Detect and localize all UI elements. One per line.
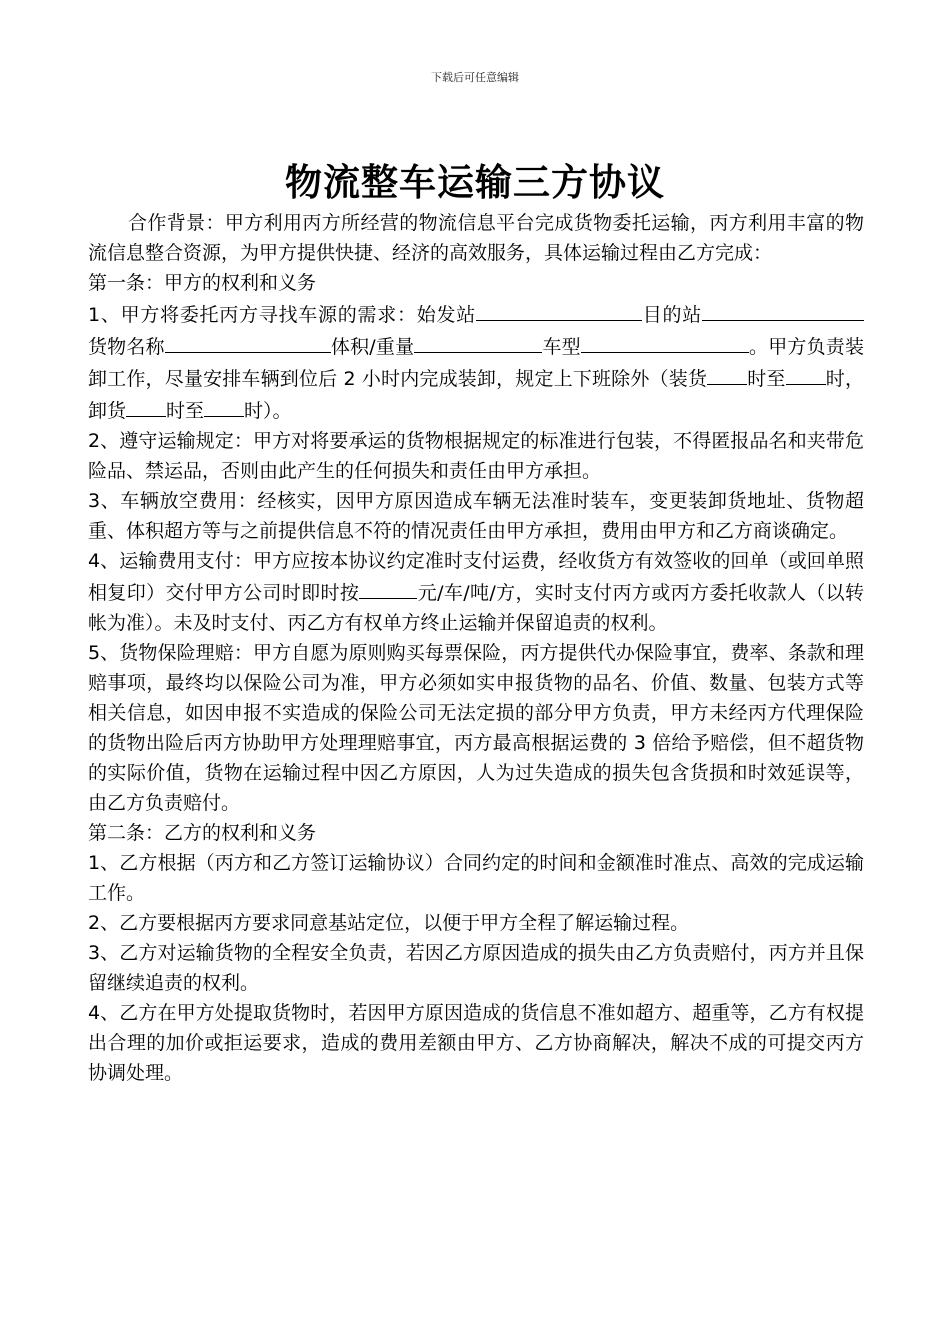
destination-station-blank bbox=[702, 298, 802, 321]
vehicle-type-blank bbox=[581, 330, 749, 353]
section2-heading: 第二条：乙方的权利和义务 bbox=[88, 822, 317, 844]
section1-item1 bbox=[88, 298, 864, 426]
section1-item3: 3、车辆放空费用：经核实，因甲方原因造成车辆无法准时装车，变更装卸货地址、货物超重、体积超方等与之前提供信息不符的情况责任由甲方承担，费用由甲方和乙方商谈确定。 bbox=[88, 490, 864, 542]
section1-item2: 2、遵守运输规定：甲方对将要承运的货物根据规定的标准进行包装，不得匿报品名和夹带危险品、禁运品，否则由此产生的任何损失和责任由甲方承担。 bbox=[88, 430, 864, 482]
freight-rate-blank bbox=[359, 576, 417, 599]
document-body bbox=[88, 208, 864, 1088]
unloading-start-blank bbox=[126, 394, 166, 417]
document-title: 物流整车运输三方协议 bbox=[285, 161, 665, 204]
item1-text-a: 1、甲方将委托丙方寻找车源的需求：始发站 bbox=[88, 304, 476, 326]
loading-end-blank bbox=[786, 362, 826, 385]
loading-start-blank bbox=[707, 362, 747, 385]
section2-item1: 1、乙方根据（丙方和乙方签订运输协议）合同约定的时间和金额准时准点、高效的完成运输工作。 bbox=[88, 852, 864, 904]
goods-name-blank bbox=[165, 330, 331, 353]
item4-text-a: 4、运输费用支付：甲方应按本协议约定准时支付运费，经收货方有效签收的回单（或回单照相复印）交付甲方公司时即时按 bbox=[88, 550, 864, 604]
background-paragraph: 合作背景：甲方利用丙方所经营的物流信息平台完成货物委托运输，丙方利用丰富的物流信息整合资源，为甲方提供快捷、经济的高效服务，具体运输过程由乙方完成： bbox=[88, 212, 864, 264]
item1-text-d: 体积/重量 bbox=[330, 336, 415, 358]
item1-text-i: 时至 bbox=[166, 400, 205, 422]
item1-text-f: 。甲方负责装卸工作，尽量安排车辆到位后 2 小时内完成装卸，规定上下班除外（装货 bbox=[88, 336, 864, 390]
section1-item5: 5、货物保险理赔：甲方自愿为原则购买每票保险，丙方提供代办保险事宜，费率、条款和理赔事项，最终均以保险公司为准，甲方必须如实申报货物的品名、价值、数量、包装方式等相关信息，如因申报不实造成的保险公司无法定损的部分甲方负责，甲方未经丙方代理保险的货物出险后丙方协助甲方处理理赔事宜，丙方最高根据运费的 3 倍给予赔偿，但不超货物的实际价值，货物在运输过程中因乙方原因，人为过失造成的损失包含货损和时效延误等，由乙方负责赔付。 bbox=[88, 642, 864, 814]
unloading-end-blank bbox=[204, 394, 244, 417]
item1-text-e: 车型 bbox=[542, 336, 581, 358]
section2-item3: 3、乙方对运输货物的全程安全负责，若因乙方原因造成的损失由乙方负责赔付，丙方并且保留继续追责的权利。 bbox=[88, 942, 864, 994]
item1-text-c: 货物名称 bbox=[88, 336, 165, 358]
header-note: 下载后可任意编辑 bbox=[431, 71, 519, 84]
item1-text-g: 时至 bbox=[747, 368, 786, 390]
section1-heading: 第一条：甲方的权利和义务 bbox=[88, 272, 317, 294]
section1-item4 bbox=[88, 546, 864, 638]
volume-weight-blank bbox=[414, 330, 542, 353]
item1-text-h: 时，卸货 bbox=[88, 368, 864, 422]
section2-item4: 4、乙方在甲方处提取货物时，若因甲方原因造成的货信息不准如超方、超重等，乙方有权提出合理的加价或拒运要求，造成的费用差额由甲方、乙方协商解决，解决不成的可提交丙方协调处理。 bbox=[88, 1002, 864, 1084]
item1-text-b: 目的站 bbox=[642, 304, 702, 326]
section2-item2: 2、乙方要根据丙方要求同意基站定位，以便于甲方全程了解运输过程。 bbox=[88, 912, 690, 934]
item1-text-j: 时）。 bbox=[244, 400, 292, 422]
destination-station-blank-cont bbox=[802, 298, 864, 321]
origin-station-blank bbox=[476, 298, 642, 321]
item4-text-b: 元/车/吨/方，实时支付丙方或丙方委托收款人（以转帐为准）。未及时支付、丙乙方有权单方终止运输并保留追责的权利。 bbox=[88, 582, 864, 634]
